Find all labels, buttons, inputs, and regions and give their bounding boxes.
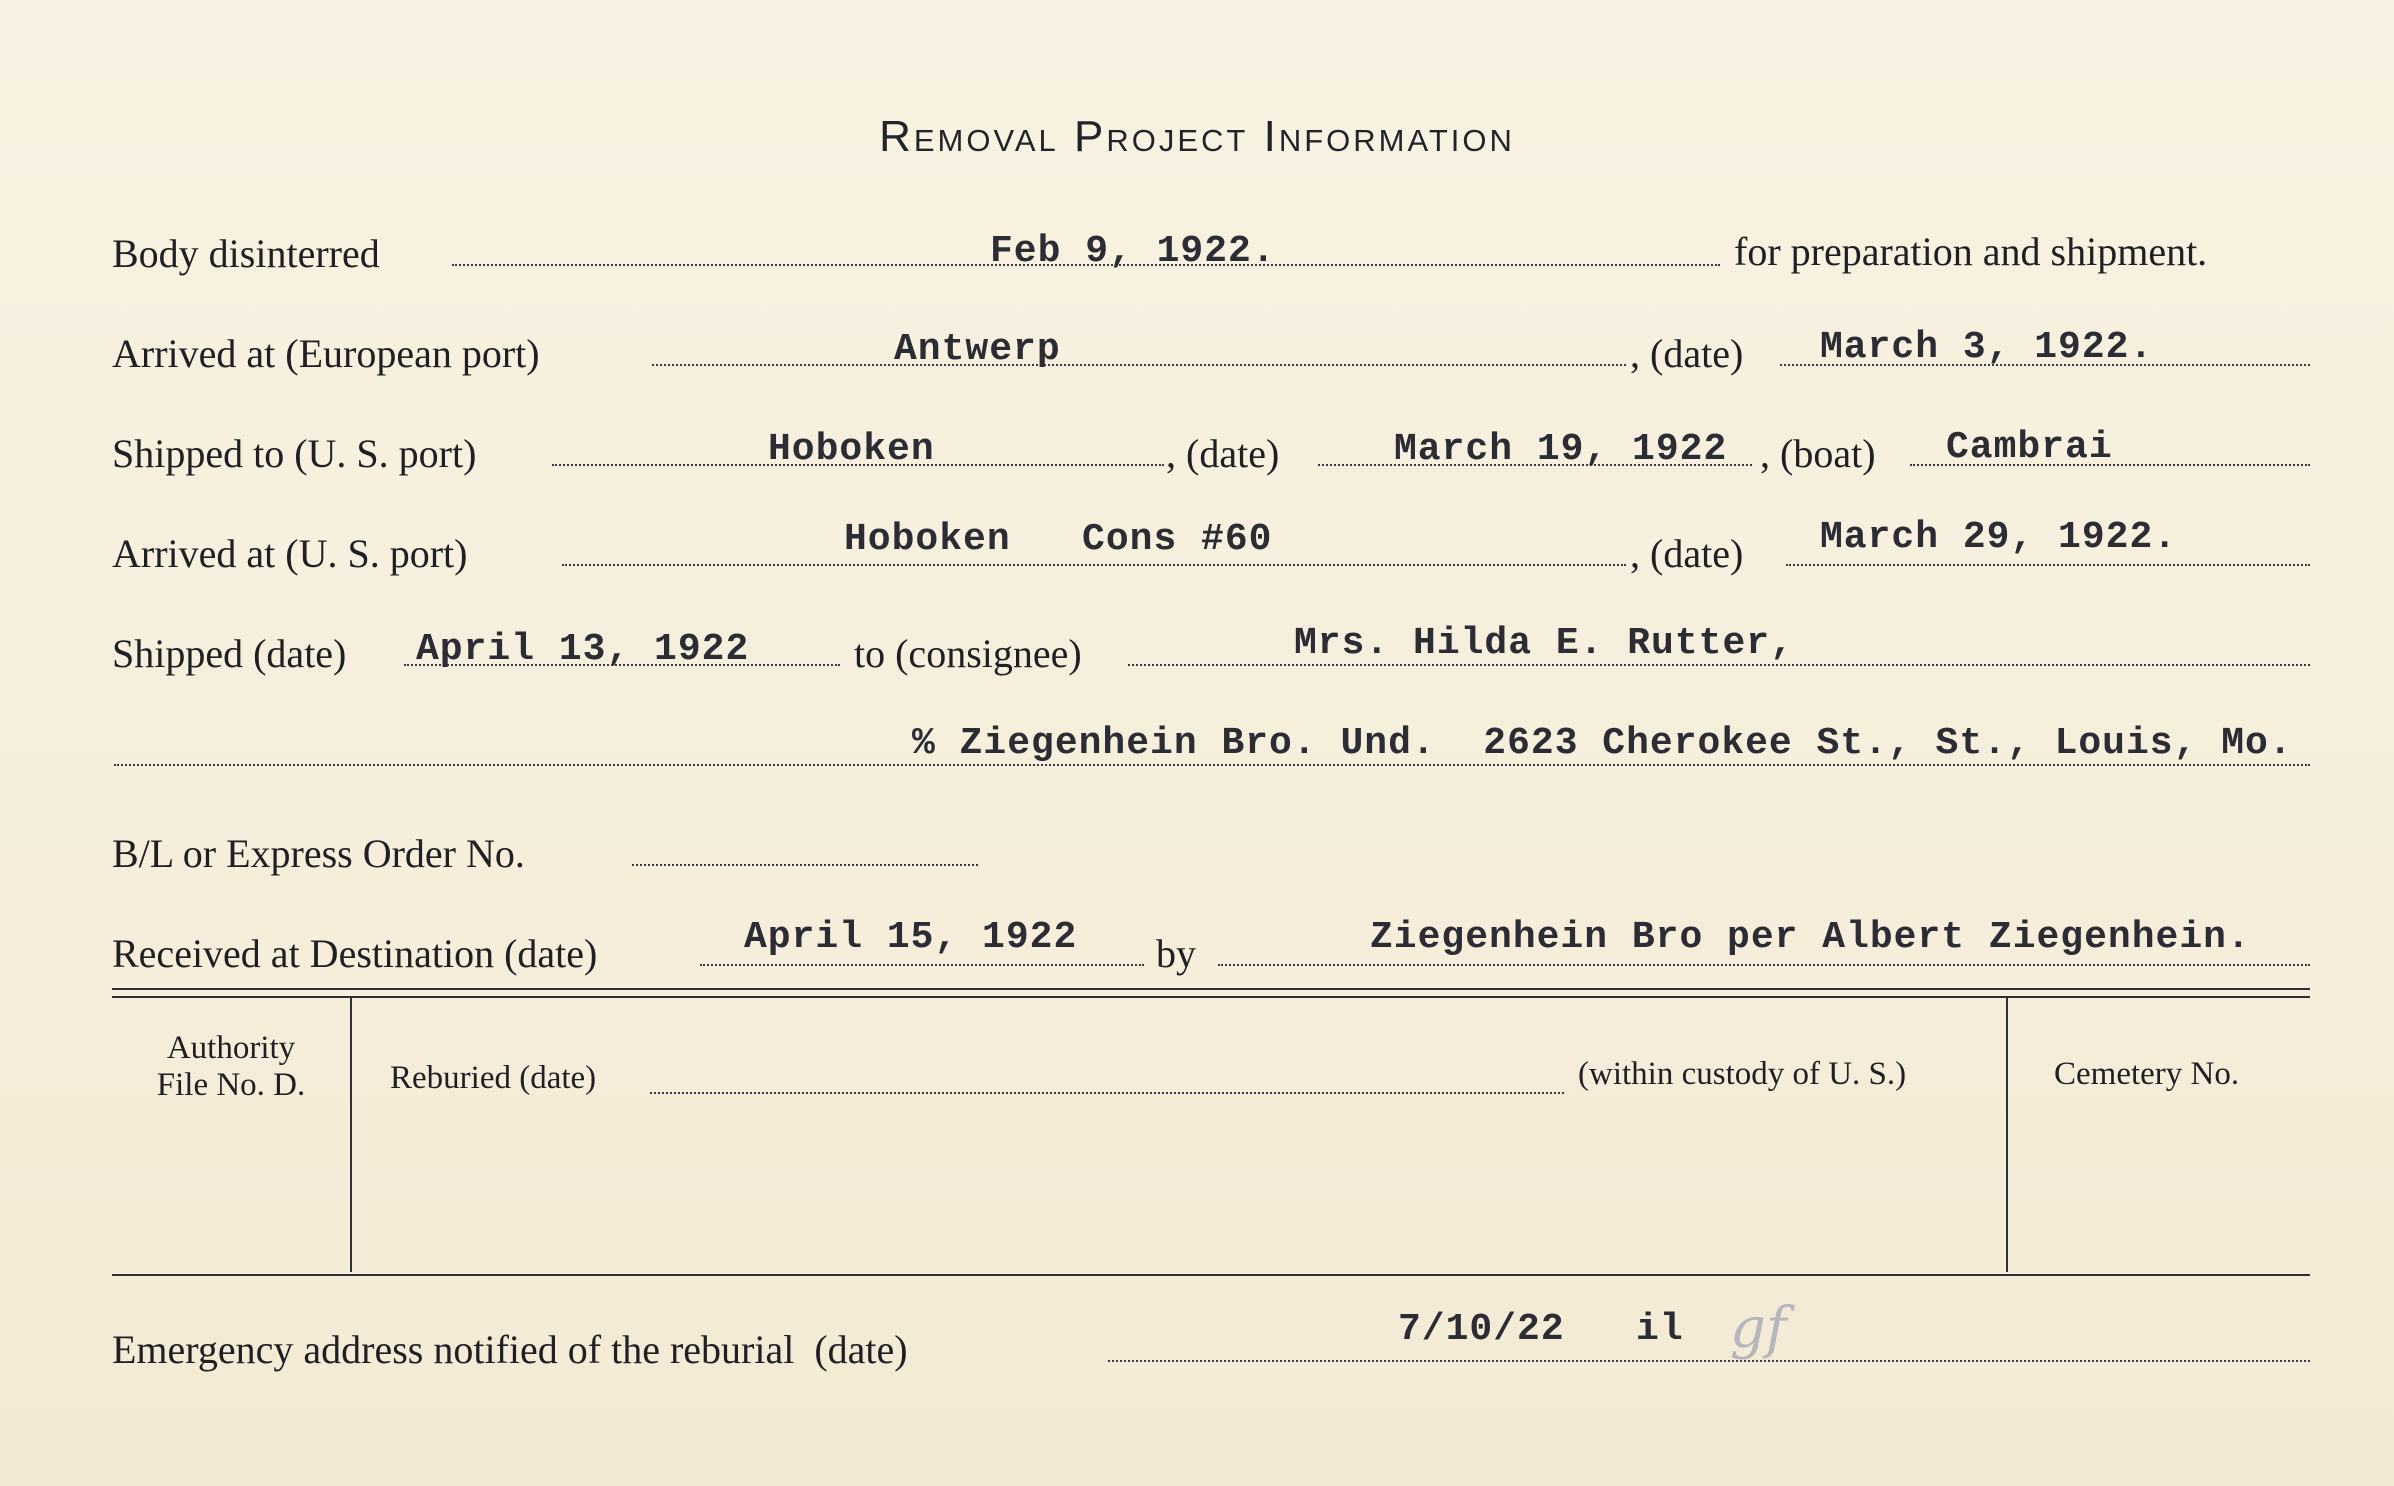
- row-shipped-consignee: [0, 622, 2394, 692]
- consignee-address: % Ziegenhein Bro. Und. 2623 Cherokee St., St., Louis, Mo.: [912, 722, 2293, 765]
- received-label: Received at Destination (date): [112, 931, 598, 976]
- box-top-rule-2: [112, 996, 2310, 998]
- row-body-disinterred: [0, 222, 2394, 292]
- arrived-euro-date: March 3, 1922.: [1820, 326, 2154, 369]
- arrived-euro-date-label: , (date): [1630, 331, 1744, 376]
- emergency-line: [1108, 1360, 2310, 1362]
- bl-label: B/L or Express Order No.: [112, 831, 525, 876]
- reburied-label: Reburied (date): [390, 1060, 597, 1096]
- body-disinterred-value: Feb 9, 1922.: [990, 230, 1276, 273]
- boat-label: , (boat): [1760, 431, 1876, 476]
- authority-block: [112, 1030, 350, 1104]
- shipped-date-value: April 13, 1922: [416, 628, 750, 671]
- emergency-label: Emergency address notified of the reburial (date): [112, 1327, 908, 1372]
- body-disinterred-label: Body disinterred: [112, 231, 380, 276]
- bl-line: [632, 864, 978, 866]
- received-value: April 15, 1922: [744, 916, 1078, 959]
- shipped-us-date-label: , (date): [1166, 431, 1280, 476]
- received-date-line: [700, 964, 1144, 966]
- preparation-label: for preparation and shipment.: [1734, 229, 2208, 274]
- row-received: [0, 916, 2394, 992]
- consignee-value: Mrs. Hilda E. Rutter,: [1294, 622, 1794, 665]
- row-consignee-address: [0, 722, 2394, 792]
- arrived-us-label: Arrived at (U. S. port): [112, 531, 468, 576]
- custody-label: (within custody of U. S.): [1578, 1056, 1907, 1092]
- received-by-line: [1218, 964, 2310, 966]
- row-emergency: [0, 1296, 2394, 1388]
- boat-value: Cambrai: [1946, 426, 2113, 469]
- arrived-us-date: March 29, 1922.: [1820, 516, 2178, 559]
- box-divider-left: [350, 998, 352, 1272]
- arrived-euro-line: [652, 364, 1626, 366]
- shipped-us-label: Shipped to (U. S. port): [112, 431, 477, 476]
- row-arrived-european: [0, 322, 2394, 392]
- authority-label-2: File No. D.: [156, 1067, 306, 1103]
- arrived-us-date-line: [1786, 564, 2310, 566]
- row-arrived-us: [0, 516, 2394, 592]
- shipped-date-label: Shipped (date): [112, 631, 347, 676]
- arrived-us-line: [562, 564, 1626, 566]
- cemetery-label: Cemetery No.: [2054, 1056, 2240, 1092]
- box-top-rule-1: [112, 988, 2310, 990]
- reburied-line: [650, 1092, 1564, 1094]
- arrived-euro-value: Antwerp: [894, 328, 1061, 371]
- consignee-label: to (consignee): [854, 631, 1082, 676]
- received-by: Ziegenhein Bro per Albert Ziegenhein.: [1370, 916, 2251, 959]
- authority-label-1: Authority: [166, 1030, 296, 1066]
- shipped-us-value: Hoboken: [768, 428, 935, 471]
- arrived-euro-label: Arrived at (European port): [112, 331, 540, 376]
- box-bottom-rule: [112, 1274, 2310, 1276]
- arrived-us-date-label: , (date): [1630, 531, 1744, 576]
- by-label: by: [1156, 931, 1196, 976]
- shipped-us-date: March 19, 1922: [1394, 428, 1728, 471]
- box-divider-right: [2006, 998, 2008, 1272]
- row-shipped-us: [0, 422, 2394, 492]
- row-bl: [0, 822, 2394, 892]
- handwritten-mark: gf: [1730, 1296, 1787, 1361]
- arrived-us-value: Hoboken Cons #60: [844, 518, 1273, 561]
- emergency-value: 7/10/22 il: [1398, 1308, 1684, 1351]
- card-title: Removal Project Information: [879, 112, 1515, 161]
